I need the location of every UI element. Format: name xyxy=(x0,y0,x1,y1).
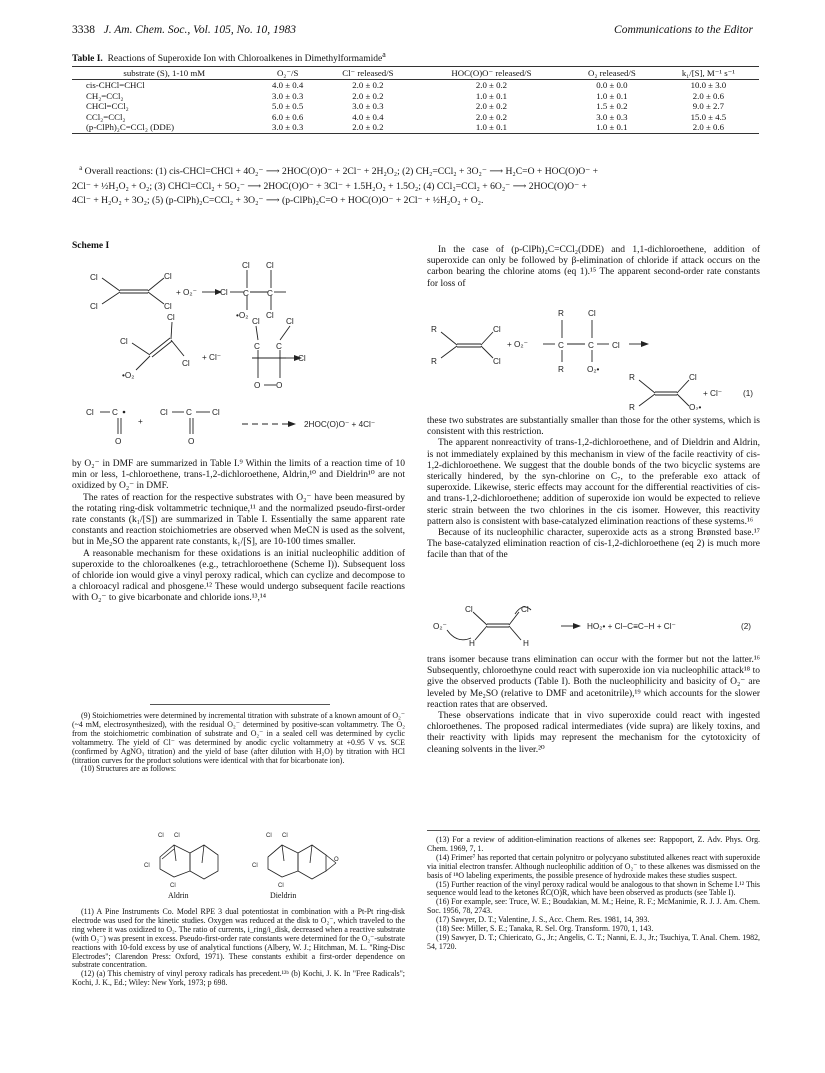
eq-atom: C xyxy=(558,341,564,350)
right-column-text-2 xyxy=(427,416,760,562)
equation-number: (1) xyxy=(743,389,754,398)
footnote: (19) Sawyer, D. T.; Chiericato, G., Jr.; Angelis, C. T.; Nanni, E. J., Jr.; Tsuchiya, T. Anal. Chem. 1982, 54, 1720. xyxy=(427,932,760,951)
table-cell: 2.0 ± 0.6 xyxy=(658,122,759,134)
structure-label: Dieldrin xyxy=(270,891,297,900)
scheme-atom: Cl xyxy=(167,313,175,322)
scheme-atom: Cl xyxy=(182,359,190,368)
table-cell: 5.0 ± 0.5 xyxy=(272,101,304,112)
structure-atom: O xyxy=(334,857,339,863)
scheme-atom: Cl xyxy=(286,317,294,326)
table-cell: 0.0 ± 0.0 xyxy=(596,80,628,91)
table-row xyxy=(72,112,759,122)
table-cell: 2.0 ± 0.2 xyxy=(352,80,384,91)
table-cell: 3.0 ± 0.3 xyxy=(272,90,304,101)
structure-atom: Cl xyxy=(266,833,272,839)
table-caption xyxy=(72,50,386,64)
scheme-atom: C xyxy=(112,408,118,417)
eq-atom: Cl xyxy=(612,341,620,350)
col-header: HOC(O)O⁻ released/S xyxy=(417,67,566,80)
table-cell: 10.0 ± 3.0 xyxy=(690,80,727,91)
table-cell: 1.0 ± 0.1 xyxy=(475,90,508,101)
body-paragraph: these two substrates are substantially smaller than those for the other systems, which is consistent with this restriction. xyxy=(427,416,760,438)
structure-label: Aldrin xyxy=(168,891,189,900)
scheme-atom: Cl xyxy=(252,317,260,326)
eq-atom: R xyxy=(629,373,635,382)
eq-o2-label: + O₂⁻ xyxy=(507,340,528,349)
eq-atom: O₂⁻ xyxy=(433,622,447,631)
scheme-atom: C xyxy=(186,408,192,417)
scheme-atom: Cl xyxy=(164,272,172,281)
eq-atom: O₂• xyxy=(689,403,702,410)
body-paragraph: The apparent nonreactivity of trans-1,2-dichloroethene, and of Dieldrin and Aldrin, is not immediately explained by this mechanism in view of the facile reactivity of cis-1,2-dichloroethene. We suggest that the double bonds of the two bicyclic systems are sterically hindered, by the syn-chlorine on C₇, to the preferable exo attack of superoxide. Likewise, steric effects may account for the differential reactivities of cis- and trans-1,2-dichloroethene; addition of superoxide ion would be expected to relieve steric strain between the two chlorines in the cis isomer. However, this reactivity pattern also is consistent with base-catalyzed elimination reactions of these systems.¹⁶ xyxy=(427,438,760,527)
eq-cl-label: + Cl⁻ xyxy=(703,389,723,398)
scheme-atom: Cl xyxy=(164,302,172,311)
journal-citation: J. Am. Chem. Soc., Vol. 105, No. 10, 1983 xyxy=(103,24,297,36)
body-paragraph: Because of its nucleophilic character, superoxide acts as a strong Brønsted base.¹⁷ The base-catalyzed elimination reaction of cis-1,2-dichloroethene (eq 2) is much more facile than that of the xyxy=(427,528,760,561)
eq-atom: O₂• xyxy=(587,365,600,374)
table-cell: 3.0 ± 0.3 xyxy=(352,101,384,112)
structure-atom: Cl xyxy=(278,883,284,889)
table-label: Table I. xyxy=(72,54,103,65)
eq-atom: R xyxy=(431,357,437,366)
eq-atom: C xyxy=(588,341,594,350)
footnote: (18) See: Miller, S. E.; Tanaka, R. Sel. Org. Transform. 1970, 1, 143. xyxy=(436,924,654,934)
eq-atom: Cl xyxy=(493,325,501,334)
scheme-atom: O xyxy=(188,437,195,446)
body-paragraph: In the case of (p-ClPh)₂C=CCl₂(DDE) and 1,1-dichloroethene, addition of superoxide can only be followed by β-elimination of chloride if attack occurs on the carbon bearing the chlorine atoms (eq 1).¹⁵ The apparent second-order rate constants for loss of xyxy=(427,245,760,289)
scheme-atom: O xyxy=(115,437,122,446)
scheme-atom: Cl xyxy=(220,288,228,297)
table-cell: 3.0 ± 0.3 xyxy=(596,111,628,122)
footnote: (11) A Pine Instruments Co. Model RPE 3 dual potentiostat in combination with a Pt-Pt ring-disk electrode was used for the kinetic studies. Oxygen was reduced at the disk to O₂⁻, which traveled to the ring where it was oxidized to O₂. The ratio of currents, i_ring/i_disk, decreased when a reactive substrate (with O₂⁻) was present in excess. Pseudo-first-order rate constants were determined for the O₂⁻-substrate reactions with 10-fold excess by use of analytical functions (Albery, W. J.; Hitchman, M. L. "Ring-Disc Electrodes"; Clarendon Press: Oxford, 1971). These constants exhibit a first-order dependence on substrate concentration. xyxy=(72,907,405,970)
col-header: Cl⁻ released/S xyxy=(319,67,417,80)
table-cell: 2.0 ± 0.2 xyxy=(475,111,508,122)
footnote-divider xyxy=(150,704,330,705)
scheme-atom: Cl xyxy=(266,261,274,270)
scheme-title: Scheme I xyxy=(72,241,110,251)
table-cell: 2.0 ± 0.2 xyxy=(475,101,508,112)
scheme-atom: Cl xyxy=(212,408,220,417)
footnote-line xyxy=(72,162,762,180)
equation-number: (2) xyxy=(741,622,752,631)
structure-atom: Cl xyxy=(170,883,176,889)
footnote: (9) Stoichiometries were determined by incremental titration with substrate of a known amount of O₂⁻ (~4 mM, electrosynthesized), with the residual O₂⁻ determined by positive-scan voltammetry. The O₂ from the stoichiometric combination of substrate and O₂⁻ in a sealed cell was determined by cyclic voltammetry. The yield of Cl⁻ was determined by anodic cyclic voltammetry at +0.95 V vs. SCE (confirmed by AgNO₃ titration) and the yield of base (after dilution with H₂O) by titration with HCl (titration curves for the product solutions were identical with that for bicarbonate ion). xyxy=(72,711,405,765)
eq-atom: R xyxy=(431,325,437,334)
scheme-atom: C xyxy=(254,342,260,351)
scheme-atom: Cl xyxy=(86,408,94,417)
scheme-atom: Cl xyxy=(90,302,98,311)
eq-atom: Cl xyxy=(689,373,697,382)
left-footnotes xyxy=(72,712,405,774)
scheme-atom: •O₂ xyxy=(236,311,249,320)
table-row xyxy=(72,80,759,91)
scheme-atom: O xyxy=(254,381,261,390)
eq-atom: R xyxy=(558,309,564,318)
table-cell: (p-ClPh)₂C=CCl₂ (DDE) xyxy=(72,122,256,134)
footnote-line: 2Cl⁻ + ½H₂O₂ + O₂; (3) CHCl=CCl₂ + 5O₂⁻ ⟶ 2HOC(O)O⁻ + 3Cl⁻ + 1.5H₂O₂ + 1.5O₂; (4) CCl₂=CCl₂ + 6O₂⁻ ⟶ 2HOC(O)O⁻ + xyxy=(72,180,587,192)
body-paragraph: These observations indicate that in vivo superoxide could react with ingested chloroethenes. The proposed radical intermediates (vide supra) are likely toxins, and their reactivity with lipids may represent the mechanism for the cytotoxicity of cleaning solvents in the liver.²⁰ xyxy=(427,711,760,755)
body-paragraph: by O₂⁻ in DMF are summarized in Table I.⁹ Within the limits of a reaction time of 10 min or less, 1-chloroethene, trans-1,2-dichloroethene, Aldrin,¹⁰ and Dieldrin¹⁰ are not oxidized by O₂⁻ in DMF. xyxy=(72,459,405,492)
col-header: k₁/[S], M⁻¹ s⁻¹ xyxy=(658,67,759,80)
header-left xyxy=(72,24,296,36)
structure-atom: Cl xyxy=(252,863,258,869)
scheme-atom: C xyxy=(276,342,282,351)
right-footnotes xyxy=(427,836,760,952)
table-cell: 4.0 ± 0.4 xyxy=(352,111,384,122)
footnote: (13) For a review of addition-elimination reactions of alkenes see: Rappoport, Z. Adv. Phys. Org. Chem. 1969, 7, 1. xyxy=(427,835,760,853)
table-cell: CH₂=CCl₂ xyxy=(86,90,124,101)
body-paragraph: A reasonable mechanism for these oxidations is an initial nucleophilic addition of superoxide to the chloroalkenes (e.g., tetrachloroethene (Scheme I)). Subsequent loss of chloride ion would give a vinyl peroxy radical, which can cyclize and decompose to a chloroacyl radical and phosgene.¹² These would undergo subsequent facile reactions with O₂⁻ to give bicarbonate and chloride ions.¹³,¹⁴ xyxy=(72,548,405,604)
structure-atom: Cl xyxy=(144,863,150,869)
scheme-products: 2HOC(O)O⁻ + 4Cl⁻ xyxy=(304,420,376,429)
structure-atom: Cl xyxy=(158,833,164,839)
scheme-o2-label: + O₂⁻ xyxy=(176,288,197,297)
table-cell: 4.0 ± 0.4 xyxy=(272,80,304,91)
eq-atom: Cl xyxy=(588,309,596,318)
scheme-cl-label: + Cl⁻ xyxy=(202,353,222,362)
footnote-text: Overall reactions: (1) cis-CHCl=CHCl + 4O₂⁻ ⟶ 2HOC(O)O⁻ + 2Cl⁻ + 2H₂O₂; (2) CH₂=CCl₂ + 3O₂⁻ ⟶ H₂C=O + HOC(O)O⁻ + xyxy=(84,166,599,178)
footnote-marker: a xyxy=(79,165,83,172)
equation-1 xyxy=(427,300,760,410)
eq-atom: H xyxy=(469,639,475,648)
scheme-atom: Cl xyxy=(160,408,168,417)
body-paragraph: The rates of reaction for the respective substrates with O₂⁻ have been measured by the rotating ring-disk voltammetric technique,¹¹ and the normalized pseudo-first-order rate constants (k₁/[S]) are summarized in Table I. Essentially the same apparent rate constants and reaction stoichiometries are observed when MeCN is used as the solvent, but in Me₂SO the apparent rate constants, k₁/[S], are 10-100 times smaller. xyxy=(72,492,405,548)
table-row xyxy=(72,122,759,134)
table-cell: 1.0 ± 0.1 xyxy=(596,90,628,101)
footnote: (17) Sawyer, D. T.; Valentine, J. S., Acc. Chem. Res. 1981, 14, 393. xyxy=(436,915,650,925)
footnote-line: 4Cl⁻ + H₂O₂ + 3O₂; (5) (p-ClPh)₂C=CCl₂ + 3O₂⁻ ⟶ (p-ClPh)₂C=O + HOC(O)O⁻ + 2Cl⁻ + ½H₂O₂ + O₂. xyxy=(72,195,484,207)
structure-atom: Cl xyxy=(174,833,180,839)
table-cell: 2.0 ± 0.2 xyxy=(475,80,508,91)
eq-atom: Cl xyxy=(493,357,501,366)
running-header xyxy=(72,24,753,40)
table-cell: CCl₂=CCl₂ xyxy=(86,111,126,122)
scheme-atom: C xyxy=(243,289,249,298)
footnote: (10) Structures are as follows: xyxy=(81,764,177,774)
eq-atom: R xyxy=(558,365,564,374)
table-caption-note: a xyxy=(382,50,386,59)
page-number: 3338 xyxy=(72,24,95,36)
eq2-products: HO₂• + Cl−C≡C−H + Cl⁻ xyxy=(587,622,676,631)
table-caption-text: Reactions of Superoxide Ion with Chloroalkenes in Dimethylformamide xyxy=(107,54,383,65)
table-cell: 2.0 ± 0.2 xyxy=(352,90,384,101)
scheme-atom: Cl xyxy=(298,354,306,363)
scheme-atom: •O₂ xyxy=(122,371,135,380)
right-column-text xyxy=(427,245,760,290)
table-cell: 15.0 ± 4.5 xyxy=(690,111,727,122)
footnote: (15) Further reaction of the vinyl peroxy radical would be analogous to that shown in Scheme I.¹² This sequence would lead to the ketones RC(O)R, which have been observed as products (see Table I). xyxy=(427,879,760,898)
eq-atom: R xyxy=(629,403,635,410)
table-cell: 2.0 ± 0.6 xyxy=(692,90,724,101)
scheme-atom: Cl xyxy=(242,261,250,270)
left-footnotes-continued xyxy=(72,908,405,988)
aldrin-dieldrin-structures xyxy=(140,827,340,891)
table-row xyxy=(72,101,759,111)
scheme-diagram xyxy=(72,254,405,450)
table-cell: 1.0 ± 0.1 xyxy=(417,122,566,134)
table-cell: cis-CHCl=CHCl xyxy=(86,80,145,91)
table-cell: CHCl=CCl₂ xyxy=(86,101,129,112)
footnote: (16) For example, see: Truce, W. E.; Boudakian, M. M.; Heine, R. F.; McManimie, R. J. J. Am. Chem. Soc. 1956, 78, 2743. xyxy=(427,897,760,916)
table-cell: 9.0 ± 2.7 xyxy=(692,101,724,112)
col-header: O₂⁻/S xyxy=(256,67,318,80)
scheme-atom: C xyxy=(267,289,273,298)
body-paragraph: trans isomer because trans elimination can occur with the former but not the latter.¹⁶ Subsequently, chloroethyne could react with superoxide ion via nucleophilic attack¹⁸ to give the observed products (Table I). Both the nucleophilicity and basicity of O₂⁻ are leveled by Me₂SO (relative to DMF and acetonitrile),¹⁹ which accounts for the slower reaction rates that are observed. xyxy=(427,655,760,710)
table-cell: 2.0 ± 0.2 xyxy=(319,122,417,134)
data-table xyxy=(72,66,759,134)
scheme-plus: + xyxy=(138,417,143,426)
right-column-text-3 xyxy=(427,655,760,756)
structure-atom: Cl xyxy=(282,833,288,839)
eq-atom: Cl xyxy=(521,605,529,614)
equation-2 xyxy=(427,600,760,648)
table-cell: 1.0 ± 0.1 xyxy=(566,122,658,134)
table-row xyxy=(72,91,759,101)
table-cell: 6.0 ± 0.6 xyxy=(272,111,304,122)
eq-atom: H xyxy=(523,639,529,648)
section-title: Communications to the Editor xyxy=(614,24,753,36)
eq-atom: Cl xyxy=(465,605,473,614)
col-header: O₂ released/S xyxy=(566,67,658,80)
footnote: (14) Frimer⁷ has reported that certain polynitro or polycyano substituted alkenes react with superoxide via initial electron transfer. Although nucleophilic addition of O₂⁻ to these alkenes was dismissed on the basis of ¹⁸O labeling experiments, the possible presence of hydroxide makes these studies suspect. xyxy=(427,852,760,880)
table-footnote xyxy=(72,162,762,209)
table-cell: 3.0 ± 0.3 xyxy=(256,122,318,134)
table-header-row xyxy=(72,67,759,80)
footnote: (12) (a) This chemistry of vinyl peroxy radicals has precedent.¹²ᵇ (b) Kochi, J. K. In "Free Radicals"; Kochi, J. K., Ed.; Wiley: New York, 1973; p 698. xyxy=(72,969,405,988)
col-header: substrate (S), 1-10 mM xyxy=(72,67,256,80)
scheme-atom: Cl xyxy=(90,273,98,282)
scheme-atom: Cl xyxy=(266,311,274,320)
table-cell: 1.5 ± 0.2 xyxy=(596,101,628,112)
scheme-atom: Cl xyxy=(120,337,128,346)
footnote-divider xyxy=(427,830,760,831)
scheme-atom: O xyxy=(276,381,283,390)
left-column-text xyxy=(72,459,405,605)
